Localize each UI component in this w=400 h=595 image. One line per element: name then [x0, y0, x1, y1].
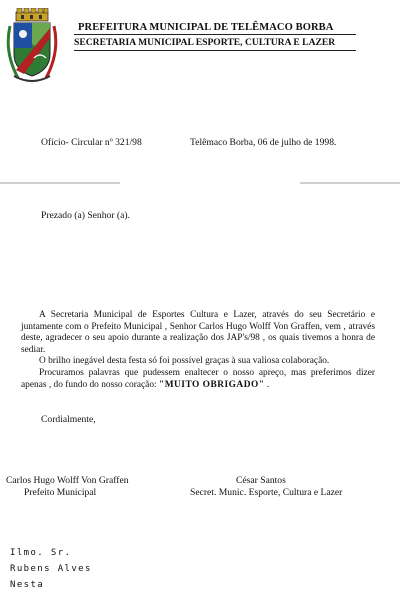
- signatory-left-name: Carlos Hugo Wolff Von Graffen: [6, 475, 129, 486]
- signatory-right-role: Secret. Munic. Esporte, Cultura e Lazer: [190, 487, 343, 498]
- body-paragraph-2: O brilho inegável desta festa só foi possível graças à sua valiosa colaboração.: [39, 356, 330, 366]
- letterhead-title: PREFEITURA MUNICIPAL DE TELÊMACO BORBA: [78, 22, 334, 33]
- place-and-date: Telêmaco Borba, 06 de julho de 1998.: [190, 137, 337, 148]
- header-rule-top: [74, 34, 356, 35]
- shield-icon: [14, 23, 50, 76]
- thank-you-emphasis: "MUITO OBRIGADO": [158, 379, 265, 390]
- signatory-left-role: Prefeito Municipal: [24, 487, 97, 498]
- municipal-coat-of-arms: [4, 8, 60, 86]
- reference-number: Ofício- Circular nº 321/98: [41, 137, 142, 148]
- recipient-name: Rubens Alves: [10, 564, 92, 574]
- body-paragraph-3: [21, 368, 375, 391]
- letterhead-subtitle: SECRETARIA MUNICIPAL ESPORTE, CULTURA E LAZER: [74, 37, 336, 48]
- closing: Cordialmente,: [41, 414, 96, 425]
- recipient-location: Nesta: [10, 580, 45, 590]
- body-paragraph-1: A Secretaria Municipal de Esportes Cultura e Lazer, através do seu Secretário e juntamente com o Prefeito Municipal , Senhor Carlos Hugo Wolff Von Graffen, vem , através deste, agradecer o seu apoio durante a realização dos JAP's/98 , os quais tivemos a honra de sediar.: [21, 310, 375, 355]
- recipient-title: Ilmo. Sr.: [10, 548, 72, 558]
- signatory-right-name: César Santos: [236, 475, 286, 486]
- scan-fold-mark: [300, 182, 400, 184]
- salutation: Prezado (a) Senhor (a).: [41, 210, 130, 221]
- body-paragraph-3-text: Procuramos palavras que pudessem enaltecer o nosso apreço, mas preferimos dizer apenas , do fundo do nosso coração:: [21, 368, 375, 390]
- header-rule-bottom: [74, 50, 356, 51]
- scan-fold-mark: [0, 182, 120, 184]
- body-paragraph-3-end: .: [264, 379, 270, 390]
- mural-crown-icon: [16, 8, 48, 21]
